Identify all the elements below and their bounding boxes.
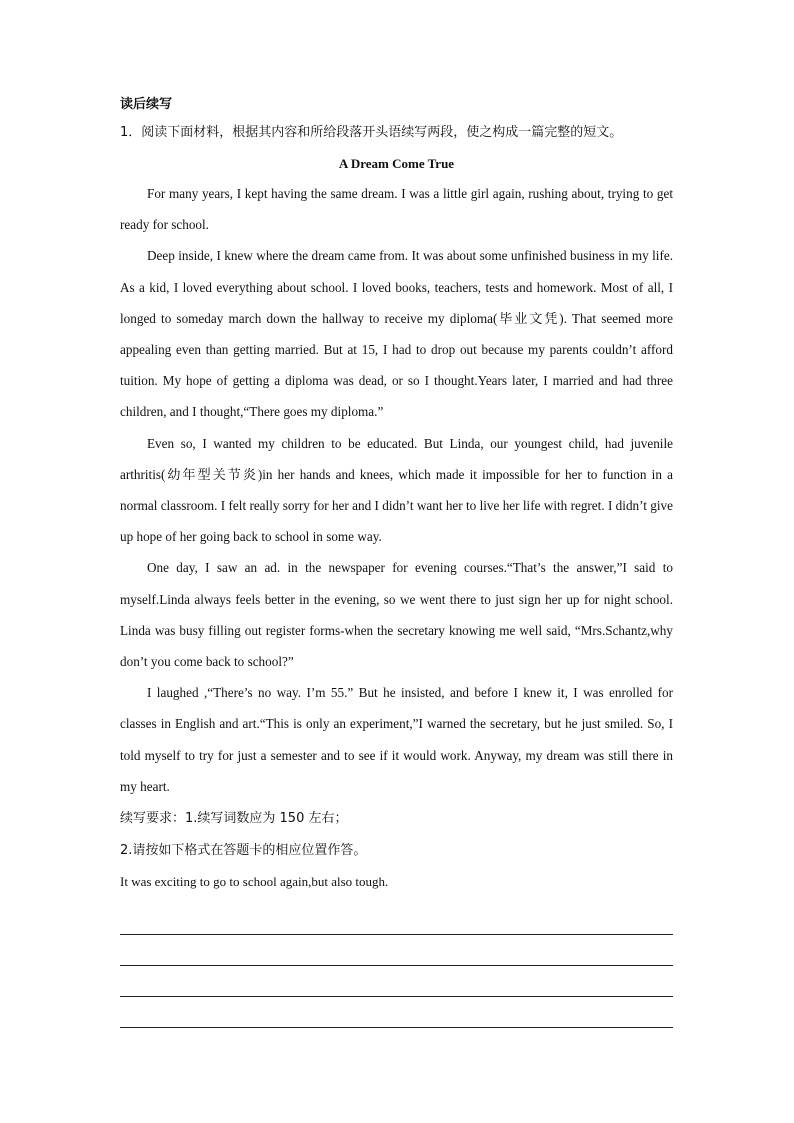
question-number: 1． [120, 125, 142, 140]
story-paragraph: I laughed ,“There’s no way. I’m 55.” But he insisted, and before I knew it, I was enrolled for classes in English and art.“This is only an experiment,”I warned the secretary, but he just smiled. So, I told myself to try for just a semester and to see if it would work. Anyway, my dream was still there in my heart. [120, 685, 673, 794]
answer-line[interactable] [120, 966, 673, 997]
document-content [120, 96, 673, 1028]
requirements-line-1 [120, 802, 673, 834]
story-paragraph: For many years, I kept having the same dream. I was a little girl again, rushing about, trying to get ready for school. [120, 186, 673, 233]
story-title: A Dream Come True [338, 156, 455, 171]
question-instruction [120, 124, 673, 142]
answer-line[interactable] [120, 997, 673, 1028]
story-paragraph: One day, I saw an ad. in the newspaper for evening courses.“That’s the answer,”I said to myself.Linda always feels better in the evening, so we went there to just sign her up for night school. Linda was busy filling out register forms-when the secretary knowing me well said, “Mrs.Schantz,why don’t you come back to school?” [120, 560, 673, 670]
requirements-text: 2.请按如下格式在答题卡的相应位置作答。 [120, 843, 367, 859]
answer-line[interactable] [120, 935, 673, 966]
story-paragraph: Deep inside, I knew where the dream came from. It was about some unfinished business in my life. As a kid, I loved everything about school. I loved books, teachers, tests and homework. Most of all, I longed to someday march down the hallway to receive my diploma(毕业文凭). That seemed more appealing even than getting married. But at 15, I had to drop out because my parents couldn’t afford tuition. My hope of getting a diploma was dead, or so I thought.Years later, I married and had three children, and I thought,“There goes my diploma.” [120, 248, 673, 420]
question-text: 阅读下面材料，根据其内容和所给段落开头语续写两段，使之构成一篇完整的短文。 [141, 125, 623, 140]
answer-lines [120, 904, 673, 1028]
answer-line[interactable] [120, 904, 673, 935]
requirements-line-2 [120, 834, 673, 866]
starter-sentence: It was exciting to go to school again,but also tough. [120, 874, 389, 890]
requirements-label: 续写要求：1.续写词数应为 150 左右； [120, 811, 348, 827]
story-paragraph: Even so, I wanted my children to be educated. But Linda, our youngest child, had juvenile arthritis(幼年型关节炎)in her hands and knees, which made it impossible for her to function in a normal classroom. I felt really sorry for her and I didn’t want her to live her life with regret. I didn’t give up hope of her going back to school in some way. [120, 435, 673, 545]
section-label: 读后续写 [120, 97, 173, 112]
story-body [120, 178, 673, 802]
